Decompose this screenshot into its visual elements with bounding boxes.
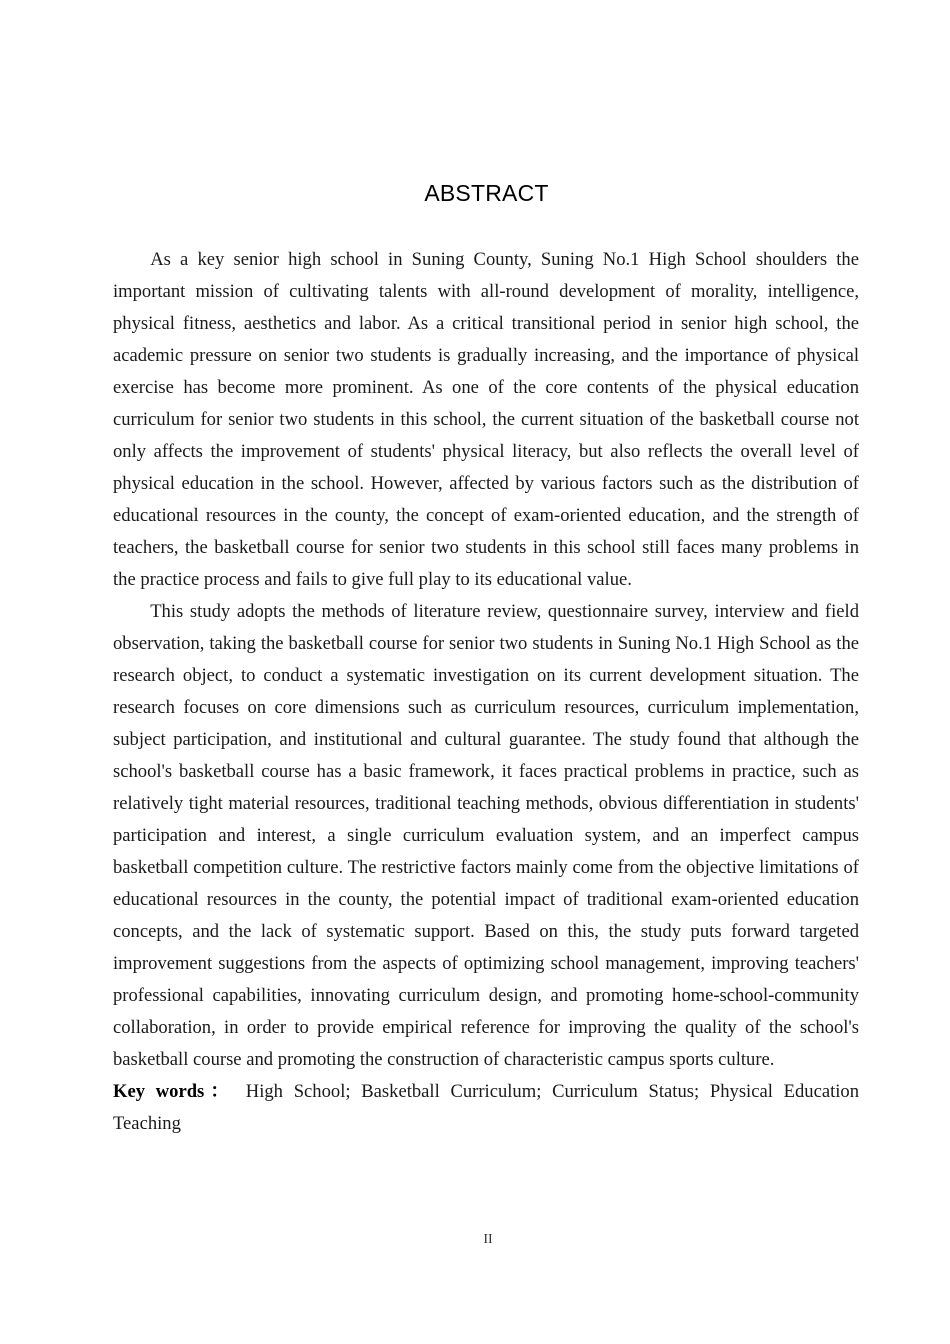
abstract-body — [113, 244, 859, 1140]
keywords-label: Key words： — [113, 1081, 236, 1102]
keywords-line — [113, 1076, 859, 1140]
abstract-title: ABSTRACT — [424, 180, 549, 206]
abstract-paragraph: As a key senior high school in Suning County, Suning No.1 High School shoulders the important mission of cultivating talents with all-round development of morality, intelligence, physical fitness, aesthetics and labor. As a critical transitional period in senior high school, the academic pressure on senior two students is gradually increasing, and the importance of physical exercise has become more prominent. As one of the core contents of the physical education curriculum for senior two students in this school, the current situation of the basketball course not only affects the improvement of students' physical literacy, but also reflects the overall level of physical education in the school. However, affected by various factors such as the distribution of educational resources in the county, the concept of exam-oriented education, and the strength of teachers, the basketball course for senior two students in this school still faces many problems in the practice process and fails to give full play to its educational value. — [113, 249, 859, 590]
page-number: II — [483, 1232, 493, 1247]
keywords-text: High School; Basketball Curriculum; Curriculum Status; Physical Education Teaching — [113, 1081, 860, 1134]
abstract-paragraph: This study adopts the methods of literature review, questionnaire survey, interview and field observation, taking the basketball course for senior two students in Suning No.1 High School as the research object, to conduct a systematic investigation on its current development situation. The research focuses on core dimensions such as curriculum resources, curriculum implementation, subject participation, and institutional and cultural guarantee. The study found that although the school's basketball course has a basic framework, it faces practical problems in practice, such as relatively tight material resources, traditional teaching methods, obvious differentiation in students' participation and interest, a single curriculum evaluation system, and an imperfect campus basketball competition culture. The restrictive factors mainly come from the objective limitations of educational resources in the county, the potential impact of traditional exam-oriented education concepts, and the lack of systematic support. Based on this, the study puts forward targeted improvement suggestions from the aspects of optimizing school management, improving teachers' professional capabilities, innovating curriculum design, and promoting home-school-community collaboration, in order to provide empirical reference for improving the quality of the school's basketball course and promoting the construction of characteristic campus sports culture. — [113, 601, 859, 1070]
